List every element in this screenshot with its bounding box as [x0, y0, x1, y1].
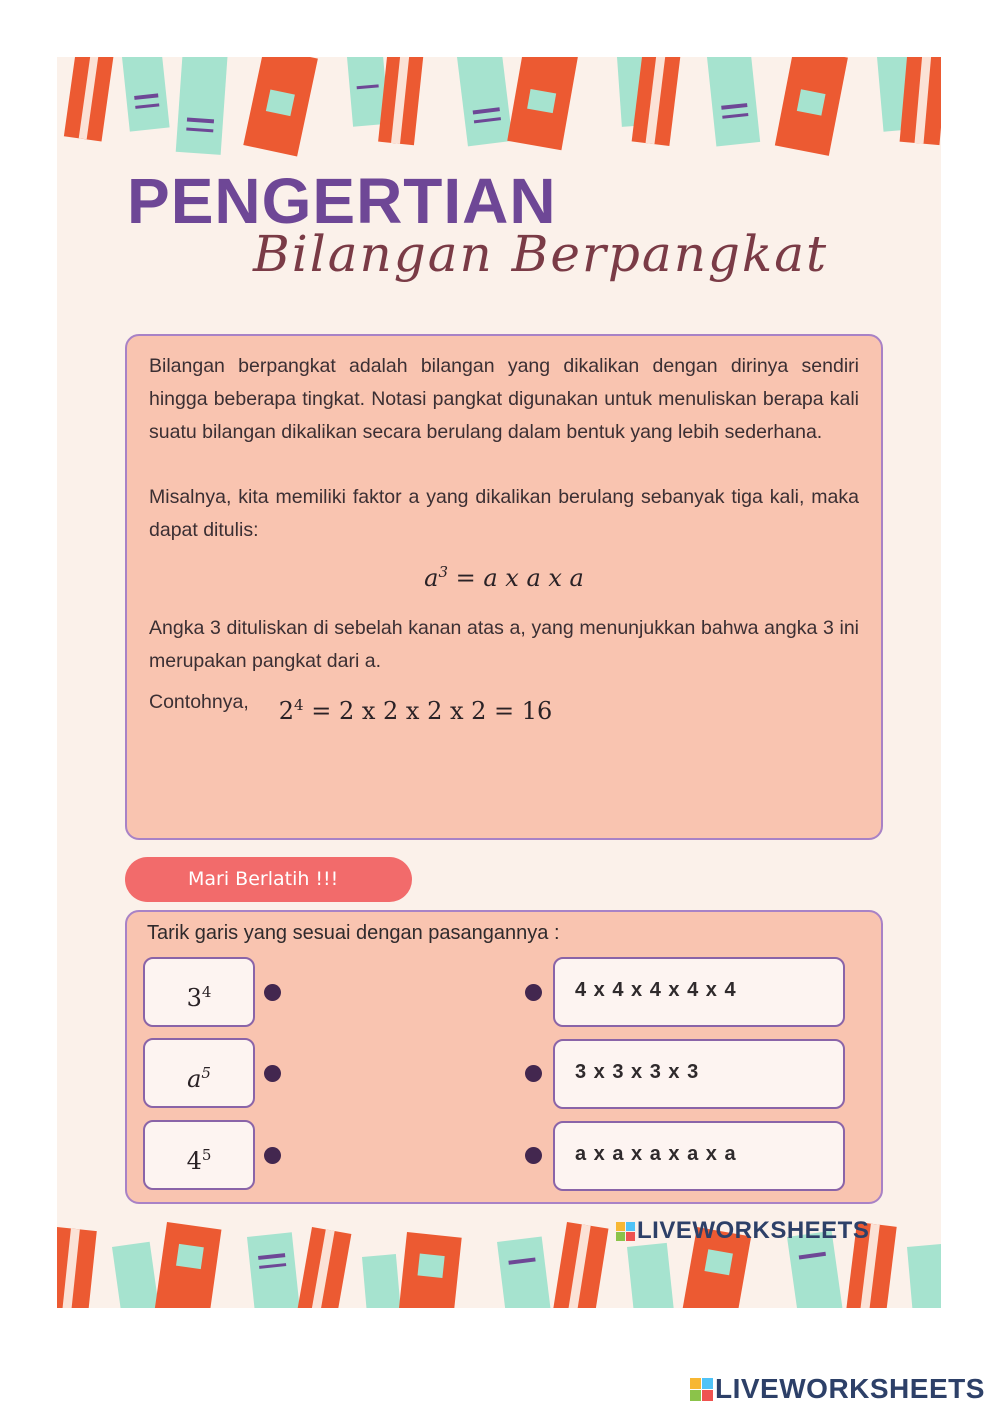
liveworksheets-logo-inner: LIVEWORKSHEETS: [616, 1216, 869, 1246]
exercise-card: [125, 910, 883, 1204]
definition-card: [125, 334, 883, 840]
example-formula: $2^4 = 2$ x 2 x 2 x 2 = 16: [278, 696, 553, 725]
page-subtitle: Bilangan Berpangkat: [253, 225, 829, 283]
definition-paragraph-2: Misalnya, kita memiliki faktor a yang dikalikan berulang sebanyak tiga kali, maka dapat ditulis:: [149, 486, 859, 541]
formula-a-cubed: $a^3 = a$ x a x a: [424, 563, 584, 592]
example-label: Contohnya,: [149, 691, 249, 713]
right-item-2: 3 x 3 x 3 x 3: [553, 1039, 845, 1109]
definition-paragraph-3: Angka 3 dituliskan di sebelah kanan atas a, yang menunjukkan bahwa angka 3 ini merupakan pangkat dari a.: [149, 617, 859, 672]
page-title: PENGERTIAN: [127, 165, 557, 237]
right-item-1: 4 x 4 x 4 x 4 x 4: [553, 957, 845, 1027]
right-item-3: a x a x a x a x a: [553, 1121, 845, 1191]
books-top-decoration: [57, 57, 941, 157]
left-item-3: $4^5$: [143, 1120, 255, 1190]
right-connector-dot-3[interactable]: [525, 1147, 542, 1164]
left-connector-dot-2[interactable]: [264, 1065, 281, 1082]
practice-banner: Mari Berlatih !!!: [125, 857, 412, 902]
liveworksheets-icon: [616, 1222, 635, 1241]
left-connector-dot-1[interactable]: [264, 984, 281, 1001]
left-connector-dot-3[interactable]: [264, 1147, 281, 1164]
example-row: [149, 686, 859, 725]
right-connector-dot-2[interactable]: [525, 1065, 542, 1082]
liveworksheets-icon: [690, 1378, 713, 1401]
exercise-instruction: Tarik garis yang sesuai dengan pasangannya :: [147, 922, 560, 944]
right-connector-dot-1[interactable]: [525, 984, 542, 1001]
definition-paragraph-1: Bilangan berpangkat adalah bilangan yang dikalikan dengan dirinya sendiri hingga beberapa tingkat. Notasi pangkat digunakan untuk menuliskan berapa kali suatu bilangan dikalikan secara berulang dalam bentuk yang lebih sederhana.: [149, 355, 859, 443]
left-item-2: $a^5$: [143, 1038, 255, 1108]
left-item-1: $3^4$: [143, 957, 255, 1027]
worksheet-page: [57, 57, 941, 1308]
liveworksheets-logo-footer: LIVEWORKSHEETS: [690, 1372, 985, 1406]
